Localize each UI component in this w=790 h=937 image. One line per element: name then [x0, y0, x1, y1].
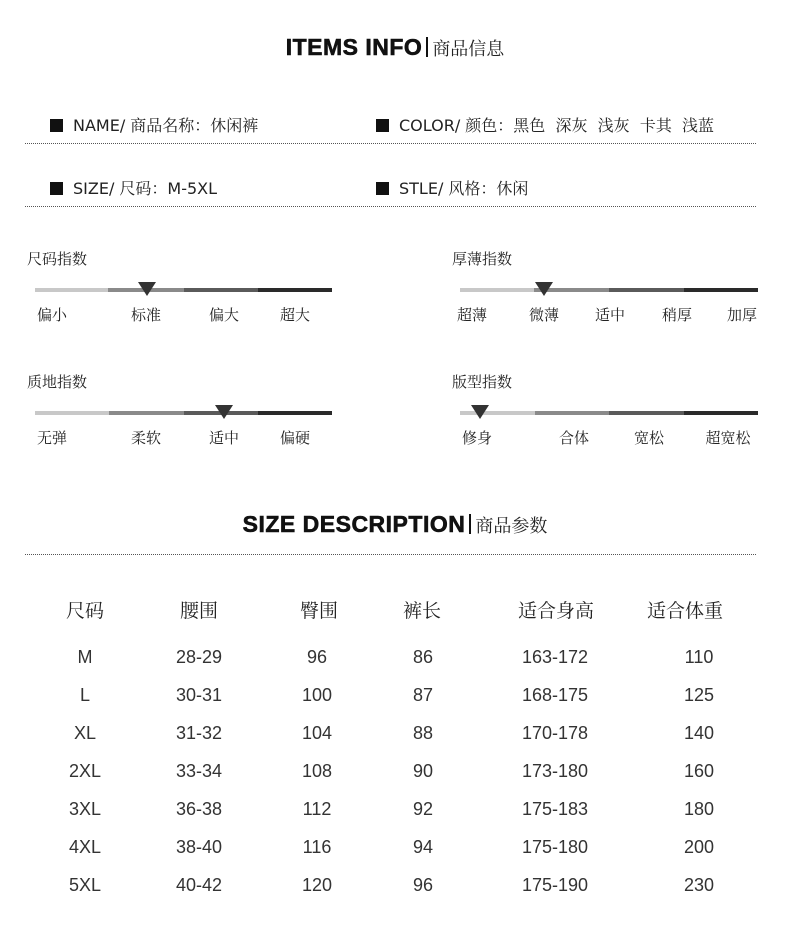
scale-bar-segment — [184, 288, 258, 292]
table-cell: 108 — [301, 761, 333, 781]
scale-bar-segment — [609, 288, 684, 292]
table-header-cell: 适合体重 — [646, 600, 724, 622]
scale-bar-segment — [460, 288, 534, 292]
scale-label: 偏小 — [36, 306, 68, 324]
table-cell: 175-190 — [521, 875, 589, 895]
scale-title: 版型指数 — [452, 373, 513, 391]
table-cell: 163-172 — [521, 647, 589, 667]
table-cell: 116 — [302, 837, 332, 857]
dotted-divider — [25, 143, 756, 144]
table-header-cell: 尺码 — [65, 600, 105, 622]
table-size-cell: 5XL — [68, 875, 102, 895]
info-size — [50, 176, 217, 199]
table-cell: 90 — [412, 761, 434, 781]
table-cell: 36-38 — [175, 799, 223, 819]
table-cell: 28-29 — [175, 647, 223, 667]
scale-label: 超宽松 — [705, 429, 751, 447]
table-cell: 230 — [683, 875, 715, 895]
table-header-cell: 臀围 — [299, 600, 339, 622]
info-size-text: SIZE/ 尺码：M-5XL — [73, 179, 218, 198]
table-size-cell: 3XL — [68, 799, 102, 819]
table-cell: 87 — [412, 685, 434, 705]
table-size-cell: XL — [73, 723, 97, 743]
title-cn: 商品信息 — [432, 39, 505, 60]
table-size-cell: L — [79, 685, 91, 705]
table-cell: 120 — [301, 875, 333, 895]
table-cell: 100 — [301, 685, 333, 705]
scale-marker-icon — [138, 282, 156, 296]
table-header-cell: 腰围 — [179, 600, 219, 622]
scale-label: 标准 — [130, 306, 162, 324]
scale-bar-segment — [35, 411, 109, 415]
table-cell: 175-180 — [521, 837, 589, 857]
table-cell: 88 — [412, 723, 434, 743]
scale-label: 偏硬 — [279, 429, 311, 447]
bullet-square-icon — [376, 119, 389, 132]
table-header-cell: 适合身高 — [517, 600, 595, 622]
table-cell: 160 — [683, 761, 715, 781]
table-cell: 180 — [683, 799, 715, 819]
scale-label: 稍厚 — [661, 306, 693, 324]
scale-title: 质地指数 — [27, 373, 88, 391]
scale-marker-icon — [535, 282, 553, 296]
info-color — [376, 113, 714, 136]
info-color-text: COLOR/ 颜色：黑色 深灰 浅灰 卡其 浅蓝 — [399, 116, 714, 135]
table-size-cell: 2XL — [68, 761, 102, 781]
table-cell: 175-183 — [521, 799, 589, 819]
table-cell: 40-42 — [175, 875, 223, 895]
scale-bar-segment — [609, 411, 684, 415]
scale-bar-segment — [258, 411, 332, 415]
thickness-index-scale — [452, 248, 758, 343]
table-cell: 170-178 — [521, 723, 589, 743]
title-en: ITEMS INFO — [285, 34, 423, 60]
table-cell: 104 — [301, 723, 333, 743]
scale-marker-icon — [471, 405, 489, 419]
table-size-cell: M — [77, 647, 93, 667]
title-separator — [426, 37, 428, 57]
title-separator — [469, 514, 471, 534]
table-cell: 200 — [683, 837, 715, 857]
table-cell: 86 — [412, 647, 434, 667]
scale-bar-segment — [109, 411, 184, 415]
scale-label: 偏大 — [208, 306, 240, 324]
scale-bar-segment — [35, 288, 108, 292]
scale-bar-segment — [535, 411, 609, 415]
table-cell: 110 — [684, 647, 714, 667]
scale-label: 宽松 — [633, 429, 665, 447]
bullet-square-icon — [50, 182, 63, 195]
table-cell: 96 — [412, 875, 434, 895]
table-size-cell: 4XL — [68, 837, 102, 857]
info-name-text: NAME/ 商品名称：休闲裤 — [73, 116, 259, 135]
table-cell: 33-34 — [175, 761, 223, 781]
scale-bar-segment — [258, 288, 332, 292]
info-name — [50, 113, 258, 136]
bullet-square-icon — [50, 119, 63, 132]
table-cell: 31-32 — [175, 723, 223, 743]
table-header-cell: 裤长 — [402, 600, 442, 622]
size-index-scale — [27, 248, 327, 343]
table-cell: 173-180 — [521, 761, 589, 781]
scale-label: 适中 — [594, 306, 626, 324]
table-cell: 140 — [683, 723, 715, 743]
table-cell: 112 — [302, 799, 332, 819]
scale-title: 尺码指数 — [27, 250, 88, 268]
title-en: SIZE DESCRIPTION — [242, 511, 466, 537]
table-cell: 30-31 — [175, 685, 223, 705]
scale-label: 加厚 — [726, 306, 758, 324]
scale-bar-segment — [684, 288, 758, 292]
scale-title: 厚薄指数 — [452, 250, 513, 268]
scale-marker-icon — [215, 405, 233, 419]
scale-label: 修身 — [461, 429, 493, 447]
dotted-divider — [25, 206, 756, 207]
scale-label: 无弹 — [36, 429, 68, 447]
scale-label: 超大 — [279, 306, 311, 324]
scale-label: 微薄 — [528, 306, 560, 324]
table-cell: 38-40 — [175, 837, 223, 857]
table-cell: 96 — [306, 647, 328, 667]
dotted-divider — [25, 554, 756, 555]
table-cell: 94 — [412, 837, 434, 857]
info-style-text: STLE/ 风格：休闲 — [399, 179, 529, 198]
scale-bar-segment — [684, 411, 758, 415]
fit-index-scale — [452, 371, 752, 466]
table-cell: 168-175 — [521, 685, 589, 705]
size-description-title — [0, 511, 790, 538]
scale-label: 合体 — [558, 429, 590, 447]
texture-index-scale — [27, 371, 327, 466]
table-cell: 92 — [412, 799, 434, 819]
table-cell: 125 — [683, 685, 715, 705]
items-info-title — [0, 34, 790, 61]
scale-label: 适中 — [208, 429, 240, 447]
bullet-square-icon — [376, 182, 389, 195]
info-style — [376, 176, 528, 199]
scale-label: 超薄 — [456, 306, 488, 324]
title-cn: 商品参数 — [475, 516, 548, 537]
scale-label: 柔软 — [130, 429, 162, 447]
